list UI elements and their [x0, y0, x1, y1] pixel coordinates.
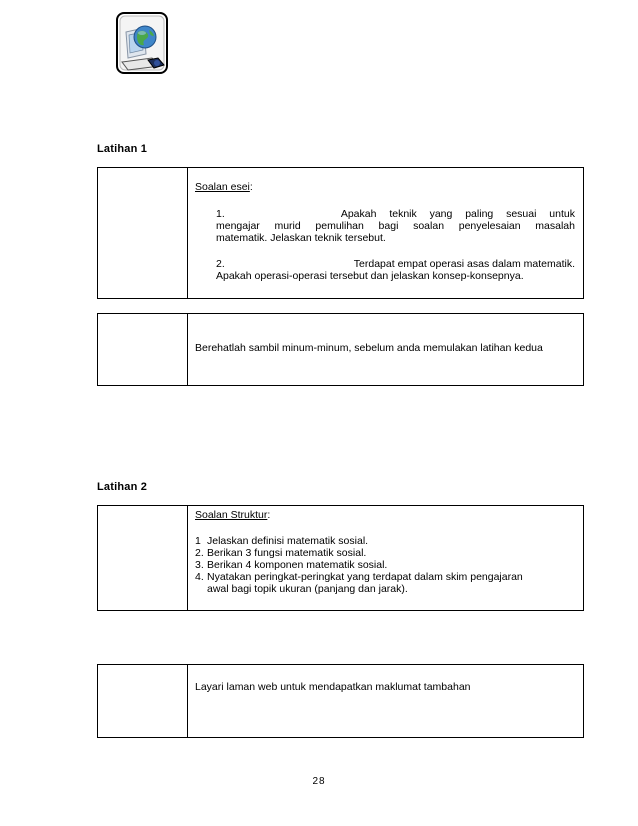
question-number: 1.	[216, 208, 225, 220]
list-item: 2. Berikan 3 fungsi matematik sosial.	[195, 547, 367, 559]
structure-question-box	[97, 505, 584, 611]
box-divider	[187, 665, 188, 737]
break-note-box	[97, 313, 584, 386]
list-item: 1 Jelaskan definisi matematik sosial.	[195, 535, 369, 547]
structure-question-list	[195, 535, 575, 595]
essay-question-1: 1. Apakah teknik yang paling sesuai untuk mengajar murid pemulihan bagi soalan penyelesaian masalah matematik. Jelaskan teknik tersebut.	[216, 208, 575, 244]
essay-content	[195, 181, 575, 282]
box-divider	[187, 506, 188, 610]
structure-title: Soalan Struktur	[195, 509, 268, 521]
break-note-text: Berehatlah sambil minum-minum, sebelum anda memulakan latihan kedua	[195, 342, 543, 354]
web-note-box	[97, 664, 584, 738]
latihan-1-heading: Latihan 1	[97, 143, 148, 155]
list-item: 3. Berikan 4 komponen matematik sosial.	[195, 559, 388, 571]
web-note-text: Layari laman web untuk mendapatkan maklumat tambahan	[195, 681, 471, 693]
latihan-2-heading: Latihan 2	[97, 481, 148, 493]
structure-title-line: Soalan Struktur:	[195, 509, 271, 521]
essay-title: Soalan esei	[195, 181, 250, 193]
box-divider	[187, 314, 188, 385]
essay-question-2: 2. Terdapat empat operasi asas dalam matematik. Apakah operasi-operasi tersebut dan jelaskan konsep-konsepnya.	[216, 258, 575, 282]
essay-title-line: Soalan esei:	[195, 181, 253, 193]
question-number: 2.	[216, 258, 225, 270]
essay-question-box	[97, 167, 584, 299]
globe-computer-icon	[112, 10, 170, 76]
page-number: 28	[312, 776, 326, 787]
list-item: 4. Nyatakan peringkat-peringkat yang terdapat dalam skim pengajaran awal bagi topik ukuran (panjang dan jarak).	[195, 571, 523, 595]
structure-content	[195, 509, 575, 595]
box-divider	[187, 168, 188, 298]
